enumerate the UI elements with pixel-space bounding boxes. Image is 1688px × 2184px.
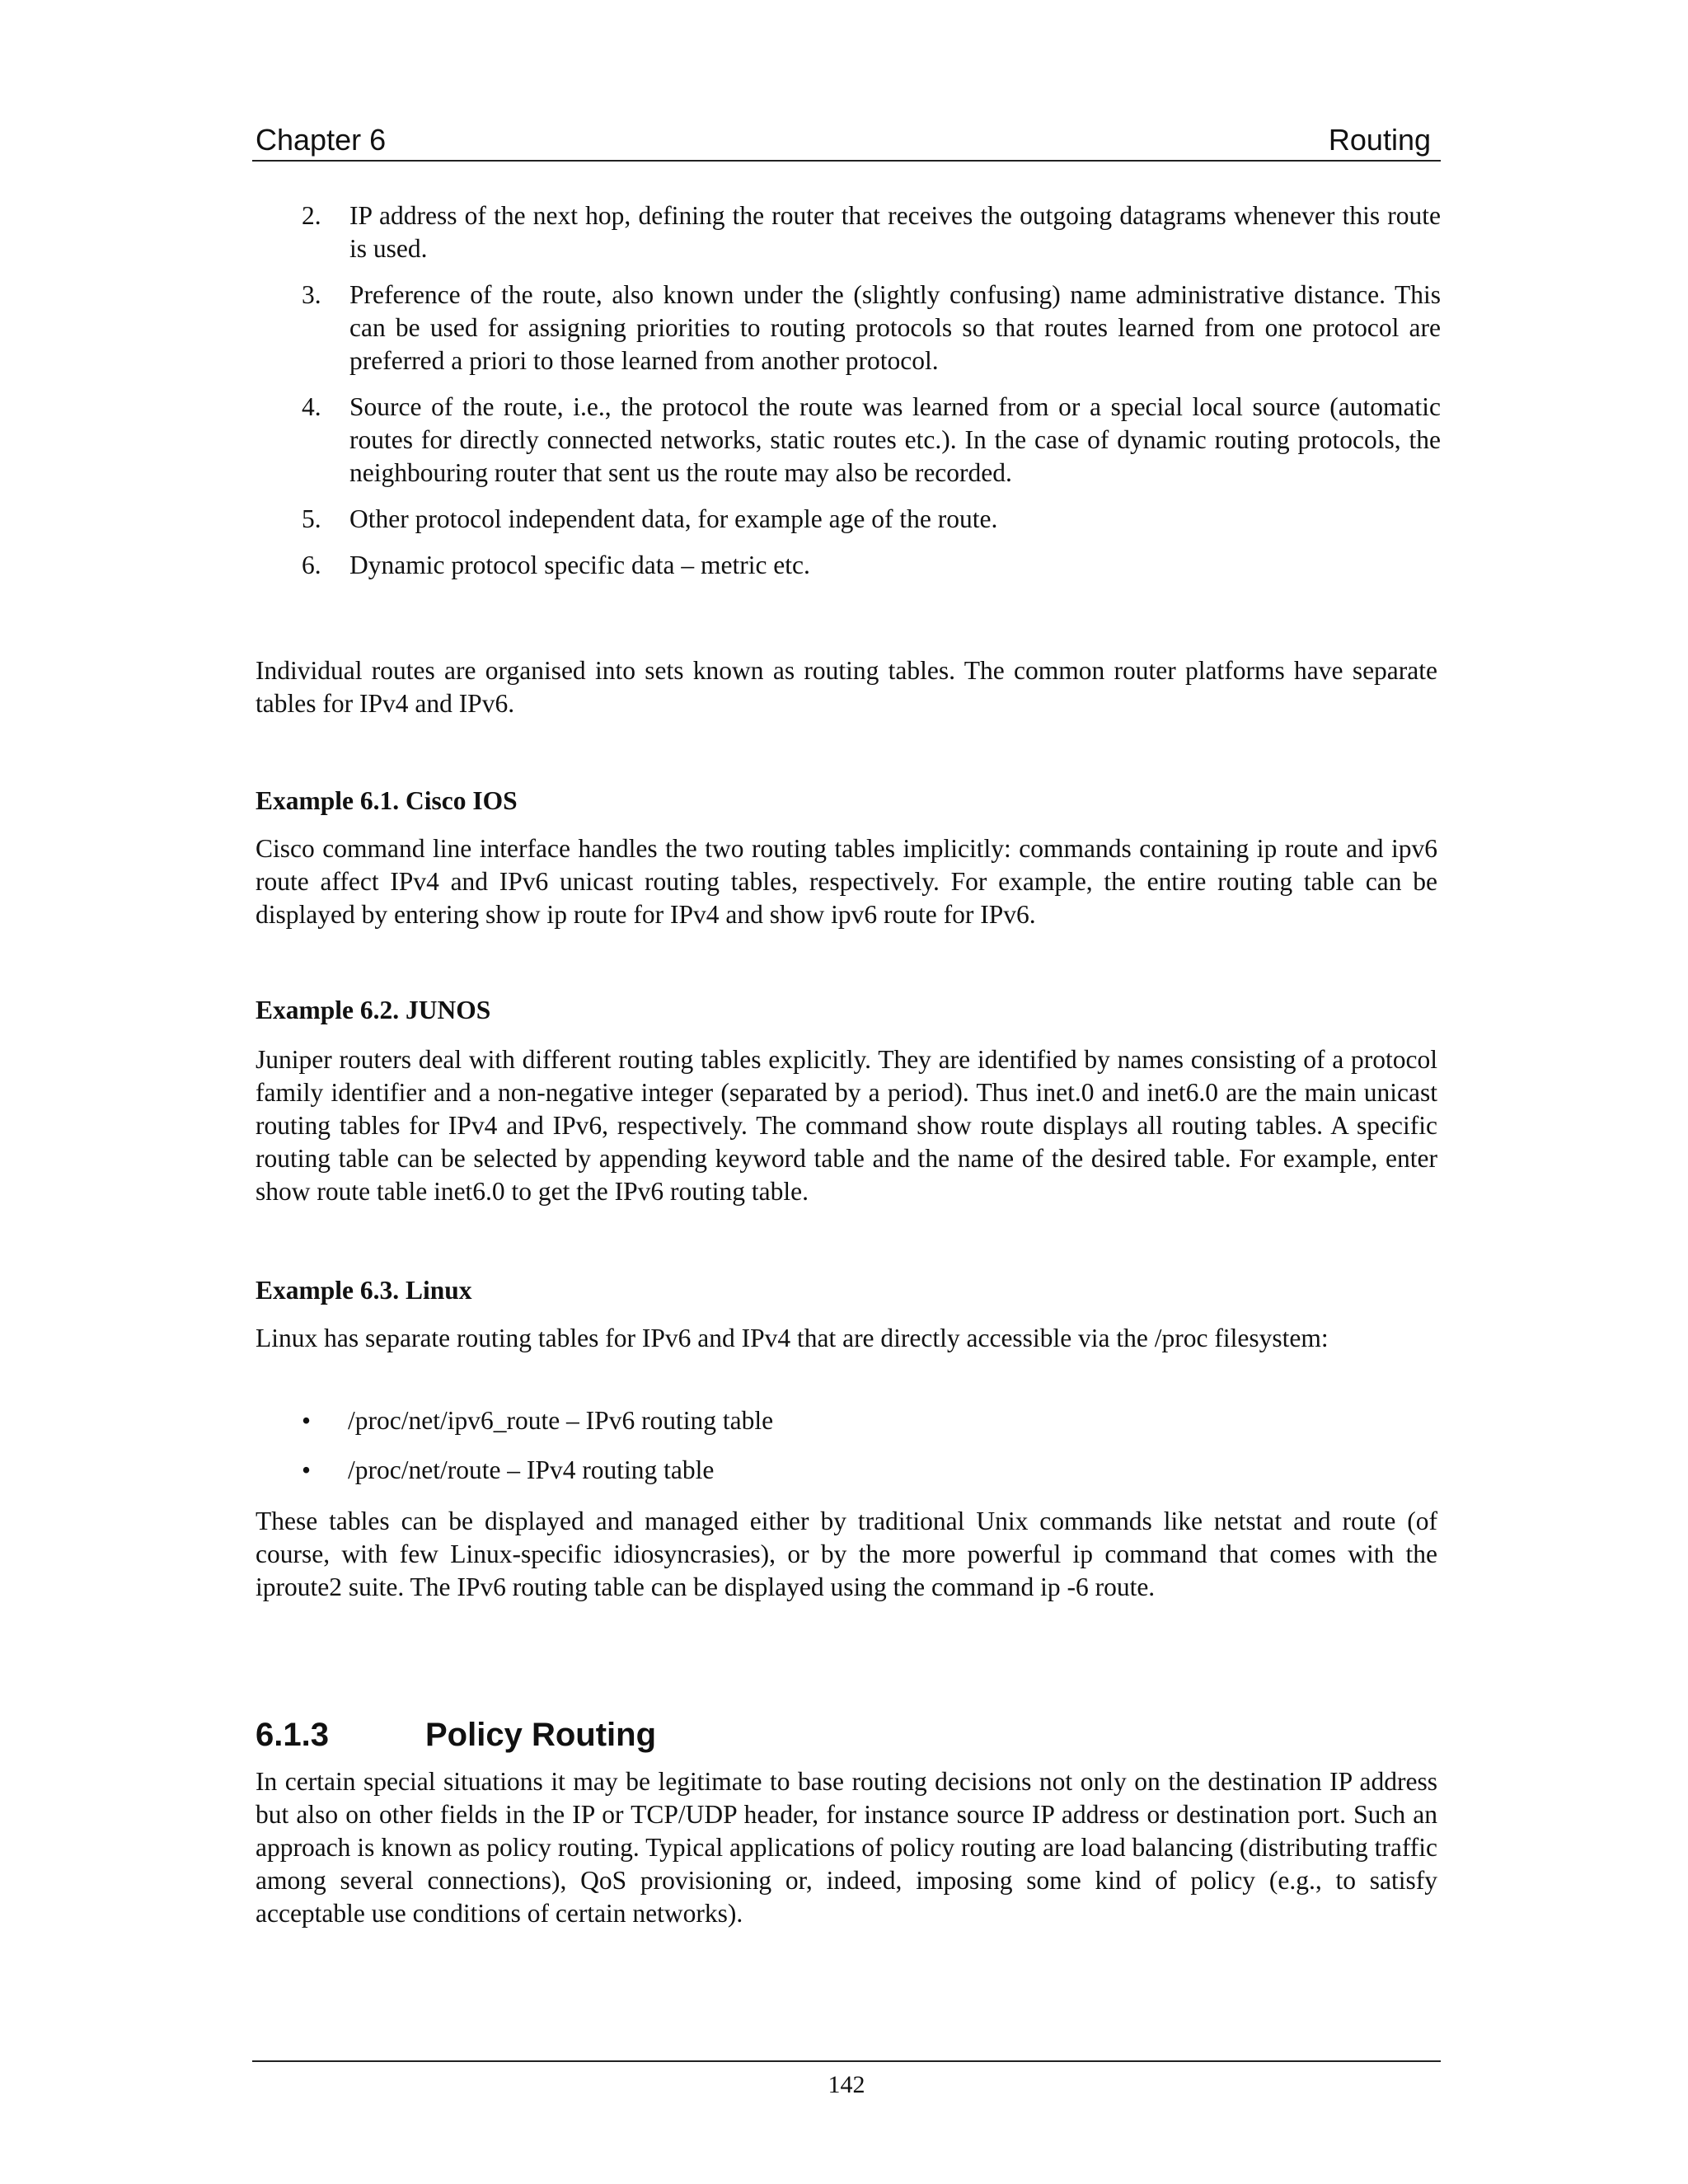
section-body: In certain special situations it may be legitimate to base routing decisions not only on the destination IP address but also on other fields in the IP or TCP/UDP header, for instance source IP address or destination port. Such an approach is known as policy routing. Typical applications of policy routing are load balancing (distributing traffic among several connections), QoS provisioning or, indeed, imposing some kind of policy (e.g., to satisfy acceptable use conditions of certain networks).: [256, 1767, 1437, 1928]
list-number: 3.: [302, 280, 321, 309]
list-item: [256, 1404, 1437, 1437]
list-text: Dynamic protocol specific data – metric etc.: [349, 551, 810, 579]
bullet-icon: •: [302, 1455, 312, 1484]
bullet-icon: •: [302, 1406, 312, 1435]
section-label: Routing: [1328, 123, 1431, 157]
list-item: [252, 199, 1441, 265]
page-number: 142: [828, 2071, 865, 2098]
example-title-junos: Example 6.2. JUNOS: [256, 996, 491, 1024]
list-item: [252, 503, 1441, 536]
page-header: [252, 122, 1441, 162]
list-text: Source of the route, i.e., the protocol the route was learned from or a special local source (automatic routes for directly connected networks, static routes etc.). In the case of dynamic routing protocols, the neighbouring router that sent us the route may also be recorded.: [349, 392, 1441, 487]
section-heading: [256, 1716, 656, 1754]
routing-tables-paragraph: Individual routes are organised into sets known as routing tables. The common router platforms have separate tables for IPv4 and IPv6.: [256, 656, 1437, 718]
page-footer: [252, 2060, 1441, 2102]
list-number: 6.: [302, 551, 321, 579]
list-number: 5.: [302, 504, 321, 533]
example-body-linux: Linux has separate routing tables for IPv6 and IPv4 that are directly accessible via the /proc filesystem:: [256, 1324, 1329, 1352]
list-item: [256, 1454, 1437, 1487]
bullet-text: /proc/net/ipv6_route – IPv6 routing table: [348, 1406, 774, 1435]
bullet-list: [256, 1404, 1437, 1487]
list-number: 2.: [302, 201, 321, 230]
bullet-text: /proc/net/route – IPv4 routing table: [348, 1455, 715, 1484]
section-title: Policy Routing: [425, 1717, 656, 1753]
chapter-label: Chapter 6: [256, 123, 387, 157]
list-number: 4.: [302, 392, 321, 421]
example-body-cisco: Cisco command line interface handles the two routing tables implicitly: commands containing ip route and ipv6 route affect IPv4 and IPv6 unicast routing tables, respectively. For example, the entire routing table can be displayed by entering show ip route for IPv4 and show ipv6 route for IPv6.: [256, 834, 1437, 929]
numbered-list: [252, 199, 1441, 582]
example-after-linux: These tables can be displayed and managed either by traditional Unix commands like netstat and route (of course, with few Linux-specific idiosyncrasies), or by the more powerful ip command that comes with the iproute2 suite. The IPv6 routing table can be displayed using the command ip -6 route.: [256, 1507, 1437, 1601]
example-body-junos: Juniper routers deal with different routing tables explicitly. They are identified by names consisting of a protocol family identifier and a non-negative integer (separated by a period). Thus inet.0 and inet6.0 are the main unicast routing tables for IPv4 and IPv6, respectively. The command show route displays all routing tables. A specific routing table can be selected by appending keyword table and the name of the desired table. For example, enter show route table inet6.0 to get the IPv6 routing table.: [256, 1045, 1437, 1206]
list-text: Other protocol independent data, for example age of the route.: [349, 504, 998, 533]
section-number: 6.1.3: [256, 1717, 329, 1753]
example-title-linux: Example 6.3. Linux: [256, 1276, 472, 1305]
list-item: [252, 391, 1441, 490]
list-item: [252, 549, 1441, 582]
list-text: IP address of the next hop, defining the router that receives the outgoing datagrams whenever this route is used.: [349, 201, 1441, 263]
list-text: Preference of the route, also known under the (slightly confusing) name administrative distance. This can be used for assigning priorities to routing protocols so that routes learned from one protocol are preferred a priori to those learned from another protocol.: [349, 280, 1441, 375]
list-item: [252, 279, 1441, 377]
example-title-cisco: Example 6.1. Cisco IOS: [256, 786, 518, 815]
